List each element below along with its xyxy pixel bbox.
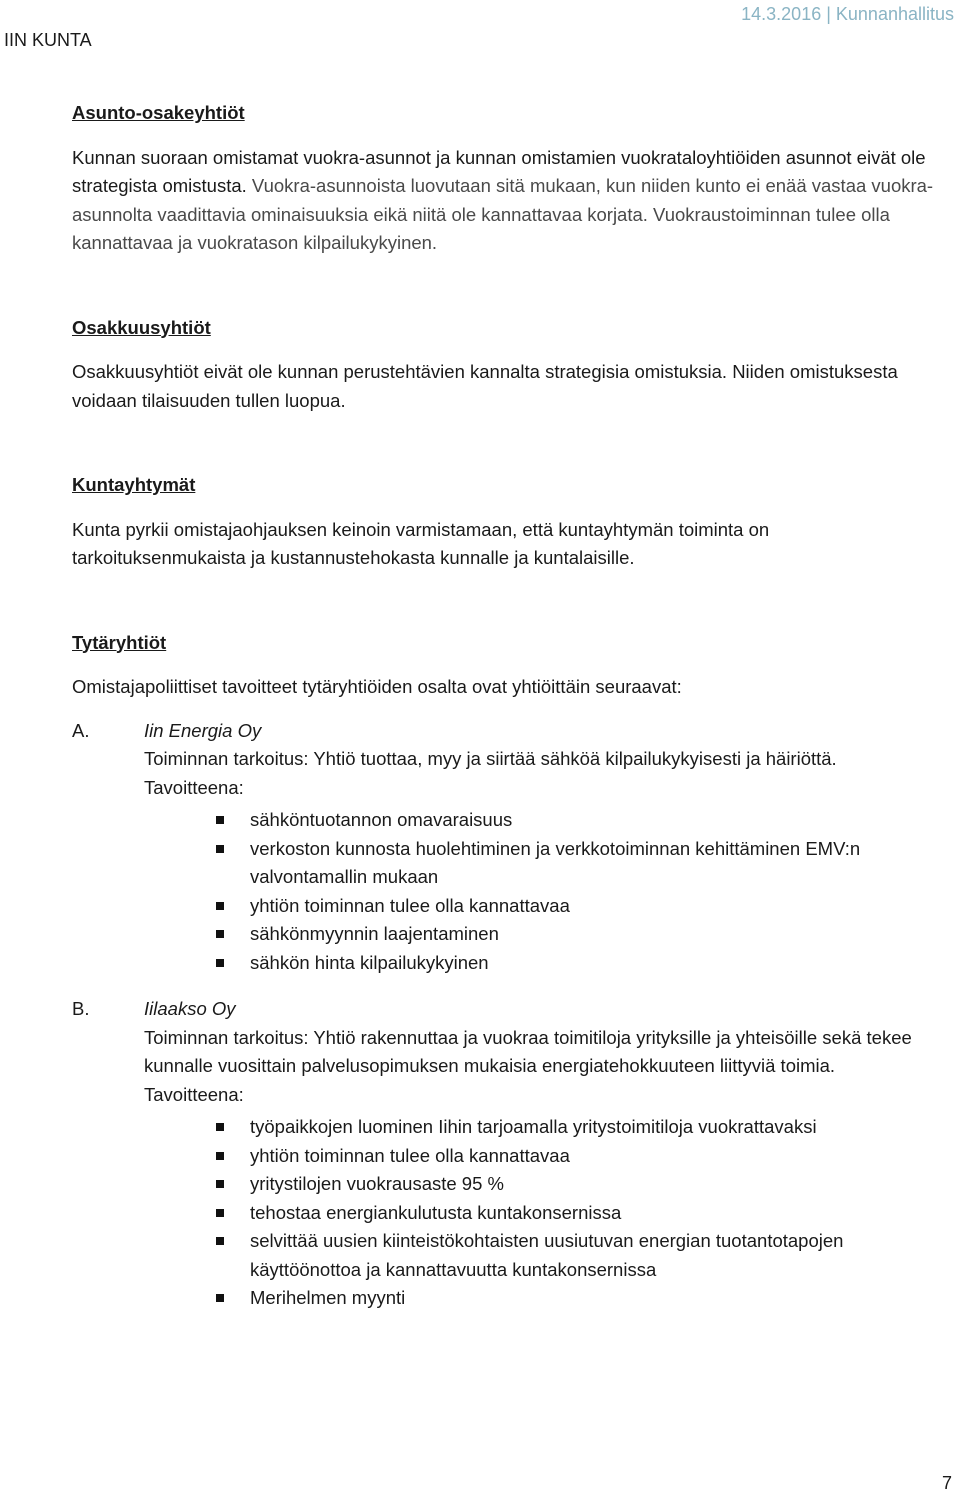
company-purpose: Toiminnan tarkoitus: Yhtiö rakennuttaa ja vuokraa toimitiloja yrityksille ja yhteisöille sekä tekee kunnalle vuosittain palvelusopimuksen mukaisia energiatehokkuuteen liittyviä toimia.: [144, 1026, 912, 1076]
section-title: Tytäryhtiöt: [72, 631, 167, 653]
section-text: [72, 144, 942, 258]
square-bullet-icon: [216, 1123, 224, 1131]
header-separator: |: [826, 4, 831, 24]
section-intro: Omistajapoliittiset tavoitteet tytäryhtiöiden osalta ovat yhtiöittäin seuraavat:: [72, 676, 682, 697]
square-bullet-icon: [216, 816, 224, 824]
goal-item: [250, 1142, 942, 1171]
company-goals-label: Tavoitteena:: [144, 776, 244, 798]
section-title: Kuntayhtymät: [72, 474, 196, 495]
goal-text: yhtiön toiminnan tulee olla kannattavaa: [250, 894, 570, 916]
square-bullet-icon: [216, 902, 224, 910]
square-bullet-icon: [216, 1237, 224, 1245]
square-bullet-icon: [216, 1294, 224, 1302]
goals-list: [72, 1113, 942, 1313]
square-bullet-icon: [216, 1152, 224, 1160]
square-bullet-icon: [216, 1180, 224, 1188]
section-spacer: [72, 258, 942, 314]
section-osakkuus: [72, 314, 942, 416]
company-name: Iilaakso Oy: [144, 998, 236, 1019]
page-number: 7: [941, 1473, 952, 1493]
goal-item: [250, 1284, 942, 1313]
section-asunto: [72, 99, 942, 258]
goal-text: sähkönmyynnin laajentaminen: [250, 923, 499, 944]
company-entry: [72, 717, 942, 978]
goal-item: [250, 920, 942, 949]
company-entry: [72, 995, 942, 1313]
goal-text: tehostaa energiankulutusta kuntakonsernissa: [250, 1201, 622, 1223]
company-purpose: Toiminnan tarkoitus: Yhtiö tuottaa, myy ja siirtää sähköä kilpailukykyisesti ja häiriöttä.: [144, 748, 837, 769]
goal-item: [250, 1170, 942, 1199]
square-bullet-icon: [216, 1209, 224, 1217]
goals-list: [72, 806, 942, 977]
square-bullet-icon: [216, 959, 224, 967]
section-text: Kunta pyrkii omistajaohjauksen keinoin varmistamaan, että kuntayhtymän toiminta on tarkoituksenmukaista ja kustannustehokasta kunnalle ja kuntalaisille.: [72, 518, 770, 568]
square-bullet-icon: [216, 930, 224, 938]
organization-name: IIN KUNTA: [4, 30, 92, 50]
section-text-part2: Vuokra-asunnoista luovutaan sitä mukaan, kun niiden kunto ei enää vastaa vuokra-asunnolta vaadittavia ominaisuuksia eikä niitä ole kannattavaa korjata. Vuokraustoiminnan tulee olla kannattavaa ja vuokratason kilpailukykyinen.: [72, 175, 934, 253]
goal-text: Merihelmen myynti: [250, 1287, 406, 1308]
goal-item: [250, 806, 942, 835]
company-letter: A.: [72, 719, 90, 741]
goal-text: sähkön hinta kilpailukykyinen: [250, 951, 489, 973]
goal-item: [250, 1113, 942, 1142]
goal-text: sähköntuotannon omavaraisuus: [250, 809, 513, 830]
header-body: Kunnanhallitus: [835, 4, 954, 24]
goal-text: työpaikkojen luominen Iihin tarjoamalla yritystoimitiloja vuokrattavaksi: [250, 1116, 817, 1137]
goal-text: selvittää uusien kiinteistökohtaisten uusiutuvan energian tuotantotapojen käyttöönottoa ja kannattavuutta kuntakonsernissa: [250, 1230, 844, 1280]
section-tytar: [72, 629, 942, 1313]
goal-text: verkoston kunnosta huolehtiminen ja verkkotoiminnan kehittäminen EMV:n valvontamallin mukaan: [250, 837, 861, 887]
company-goals-label: Tavoitteena:: [144, 1083, 244, 1105]
header-date: 14.3.2016: [741, 4, 822, 24]
section-spacer: [72, 573, 942, 629]
company-heading: [72, 717, 942, 746]
goal-item: [250, 835, 942, 892]
goal-text: yritystilojen vuokrausaste 95 %: [250, 1173, 504, 1194]
section-kuntayhtymat: [72, 471, 942, 573]
goal-item: [250, 892, 942, 921]
section-text: Osakkuusyhtiöt eivät ole kunnan perustehtävien kannalta strategisia omistuksia. Niiden omistuksesta voidaan tilaisuuden tullen luopua.: [72, 361, 898, 411]
section-title: Osakkuusyhtiöt: [72, 316, 211, 338]
goal-item: [250, 1227, 942, 1284]
section-text-part1: Kunnan suoraan omistamat vuokra-asunnot ja kunnan omistamien vuokrataloyhtiöiden asunnot eivät ole strategista omistusta.: [72, 146, 926, 196]
document-body: [72, 99, 942, 1313]
section-title: Asunto-osakeyhtiöt: [72, 102, 245, 123]
square-bullet-icon: [216, 845, 224, 853]
company-letter: B.: [72, 998, 90, 1019]
company-name: Iin Energia Oy: [144, 719, 262, 741]
goal-text: yhtiön toiminnan tulee olla kannattavaa: [250, 1144, 570, 1166]
section-spacer: [72, 415, 942, 471]
company-heading: [72, 995, 942, 1024]
goal-item: [250, 949, 942, 978]
header-meta: [741, 4, 954, 25]
goal-item: [250, 1199, 942, 1228]
